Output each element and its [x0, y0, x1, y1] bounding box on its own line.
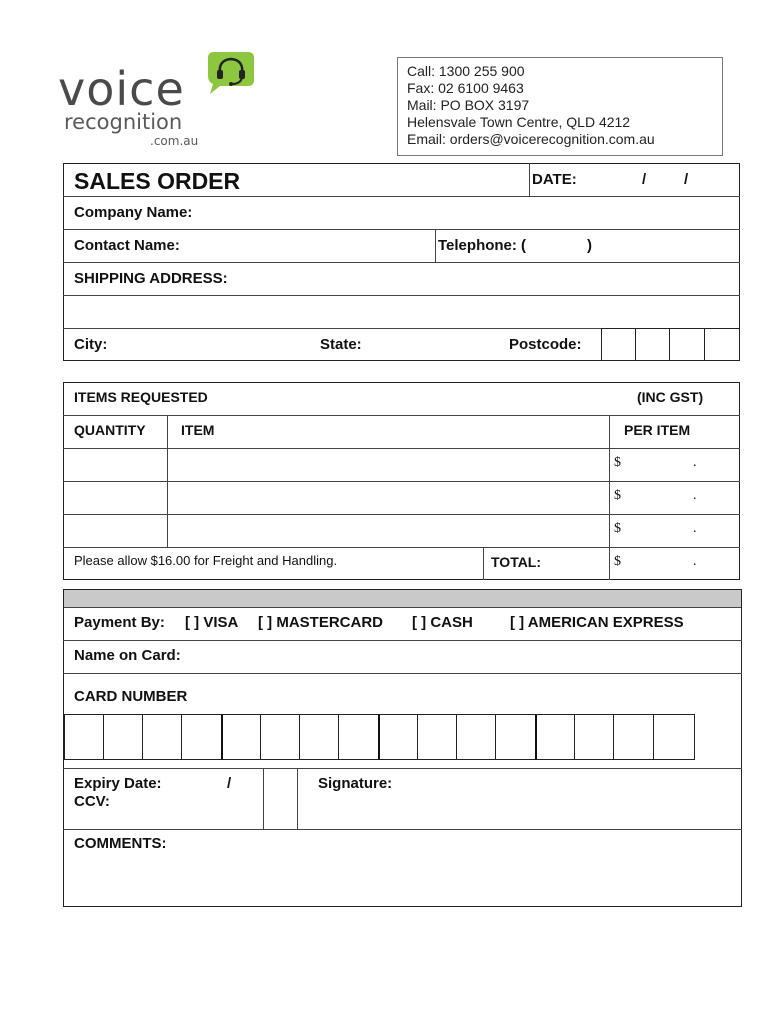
card-digit-box[interactable] [299, 714, 339, 760]
card-digit-box[interactable] [456, 714, 496, 760]
headset-icon [206, 50, 256, 96]
card-number-boxes [64, 714, 695, 760]
price-field[interactable] [611, 515, 739, 546]
card-digit-box[interactable] [260, 714, 300, 760]
card-number-label: CARD NUMBER [74, 688, 188, 705]
card-digit-box[interactable] [535, 714, 575, 760]
divider [63, 640, 742, 641]
contact-email: Email: orders@voicerecognition.com.au [407, 131, 655, 147]
column-header-per-item: PER ITEM [624, 422, 691, 438]
contact-fax: Fax: 02 6100 9463 [407, 80, 524, 96]
card-digit-box[interactable] [181, 714, 222, 760]
date-separator: / [684, 171, 689, 188]
telephone-label: Telephone: ( [438, 237, 527, 254]
payment-section-header-bar [64, 590, 741, 608]
company-name-field[interactable] [220, 198, 738, 228]
telephone-field[interactable] [540, 231, 738, 261]
name-on-card-field[interactable] [190, 642, 740, 672]
shipping-address-field[interactable] [260, 264, 738, 294]
currency-symbol: $ [614, 521, 621, 536]
divider [63, 262, 740, 263]
divider [483, 547, 484, 580]
card-digit-box[interactable] [613, 714, 654, 760]
contact-mail: Mail: PO BOX 3197 [407, 97, 530, 113]
card-digit-box[interactable] [221, 714, 261, 760]
date-field[interactable] [600, 166, 738, 194]
contact-info-box [397, 57, 723, 156]
quantity-field[interactable] [64, 482, 166, 513]
expiry-separator: / [227, 775, 232, 792]
payment-by-label: Payment By: [74, 614, 165, 631]
page-title: SALES ORDER [74, 168, 241, 194]
ccv-label: CCV: [74, 793, 110, 810]
contact-call: Call: 1300 255 900 [407, 63, 525, 79]
postcode-digit-box[interactable] [635, 328, 670, 361]
decimal-point: . [693, 554, 697, 569]
company-logo [58, 48, 268, 158]
currency-symbol: $ [614, 554, 621, 569]
card-digit-box[interactable] [574, 714, 614, 760]
total-field[interactable] [611, 548, 739, 579]
payment-option-visa[interactable]: [ ] VISA [185, 614, 239, 631]
logo-word-recognition: recognition [64, 110, 183, 134]
postcode-digit-box[interactable] [704, 328, 740, 361]
date-separator: / [642, 171, 647, 188]
postcode-digit-box[interactable] [669, 328, 705, 361]
price-field[interactable] [611, 482, 739, 513]
state-field[interactable] [372, 330, 502, 360]
currency-symbol: $ [614, 488, 621, 503]
column-header-item: ITEM [181, 422, 215, 438]
divider [263, 768, 264, 829]
quantity-field[interactable] [64, 449, 166, 480]
item-field[interactable] [169, 515, 608, 546]
ccv-box[interactable] [265, 770, 296, 828]
contact-name-label: Contact Name: [74, 237, 180, 254]
signature-field[interactable] [400, 770, 740, 828]
signature-label: Signature: [318, 775, 393, 792]
card-digit-box[interactable] [495, 714, 536, 760]
comments-label: COMMENTS: [74, 835, 167, 852]
divider [63, 673, 742, 674]
divider [167, 415, 168, 547]
card-digit-box[interactable] [653, 714, 695, 760]
logo-word-voice: voice [58, 62, 185, 116]
divider [63, 768, 742, 769]
city-label: City: [74, 336, 108, 353]
date-label: DATE: [532, 171, 577, 188]
postcode-digit-box[interactable] [601, 328, 636, 361]
divider [63, 415, 740, 416]
shipping-address-line2-field[interactable] [65, 297, 738, 327]
contact-name-field[interactable] [200, 231, 432, 261]
postcode-label: Postcode: [509, 336, 582, 353]
total-label: TOTAL: [491, 554, 542, 570]
items-section-title: ITEMS REQUESTED [74, 389, 208, 405]
payment-option-mastercard[interactable]: [ ] MASTERCARD [258, 614, 383, 631]
divider [63, 829, 742, 830]
card-digit-box[interactable] [103, 714, 143, 760]
shipping-address-label: SHIPPING ADDRESS: [74, 270, 228, 287]
quantity-field[interactable] [64, 515, 166, 546]
logo-domain: .com.au [150, 134, 199, 148]
decimal-point: . [693, 521, 697, 536]
divider [609, 415, 610, 580]
gst-note: (INC GST) [637, 389, 704, 405]
card-digit-box[interactable] [417, 714, 457, 760]
card-digit-box[interactable] [378, 714, 418, 760]
card-digit-box[interactable] [142, 714, 182, 760]
company-name-label: Company Name: [74, 204, 193, 221]
freight-note: Please allow $16.00 for Freight and Handling. [74, 553, 338, 568]
currency-symbol: $ [614, 455, 621, 470]
divider [63, 196, 740, 197]
payment-option-cash[interactable]: [ ] CASH [412, 614, 473, 631]
item-field[interactable] [169, 482, 608, 513]
divider [63, 295, 740, 296]
item-field[interactable] [169, 449, 608, 480]
state-label: State: [320, 336, 362, 353]
payment-option-amex[interactable]: [ ] AMERICAN EXPRESS [510, 614, 684, 631]
card-digit-box[interactable] [64, 714, 104, 760]
price-field[interactable] [611, 449, 739, 480]
city-field[interactable] [120, 330, 310, 360]
column-header-quantity: QUANTITY [74, 422, 146, 438]
divider [435, 229, 436, 262]
expiry-ccv-field[interactable] [170, 770, 262, 828]
divider [63, 229, 740, 230]
expiry-date-label: Expiry Date: [74, 775, 162, 792]
decimal-point: . [693, 488, 697, 503]
card-digit-box[interactable] [338, 714, 379, 760]
name-on-card-label: Name on Card: [74, 647, 181, 664]
contact-address: Helensvale Town Centre, QLD 4212 [407, 114, 631, 130]
divider [529, 163, 530, 196]
divider [297, 768, 298, 829]
telephone-paren-close: ) [587, 237, 592, 254]
decimal-point: . [693, 455, 697, 470]
comments-field[interactable] [65, 855, 740, 905]
